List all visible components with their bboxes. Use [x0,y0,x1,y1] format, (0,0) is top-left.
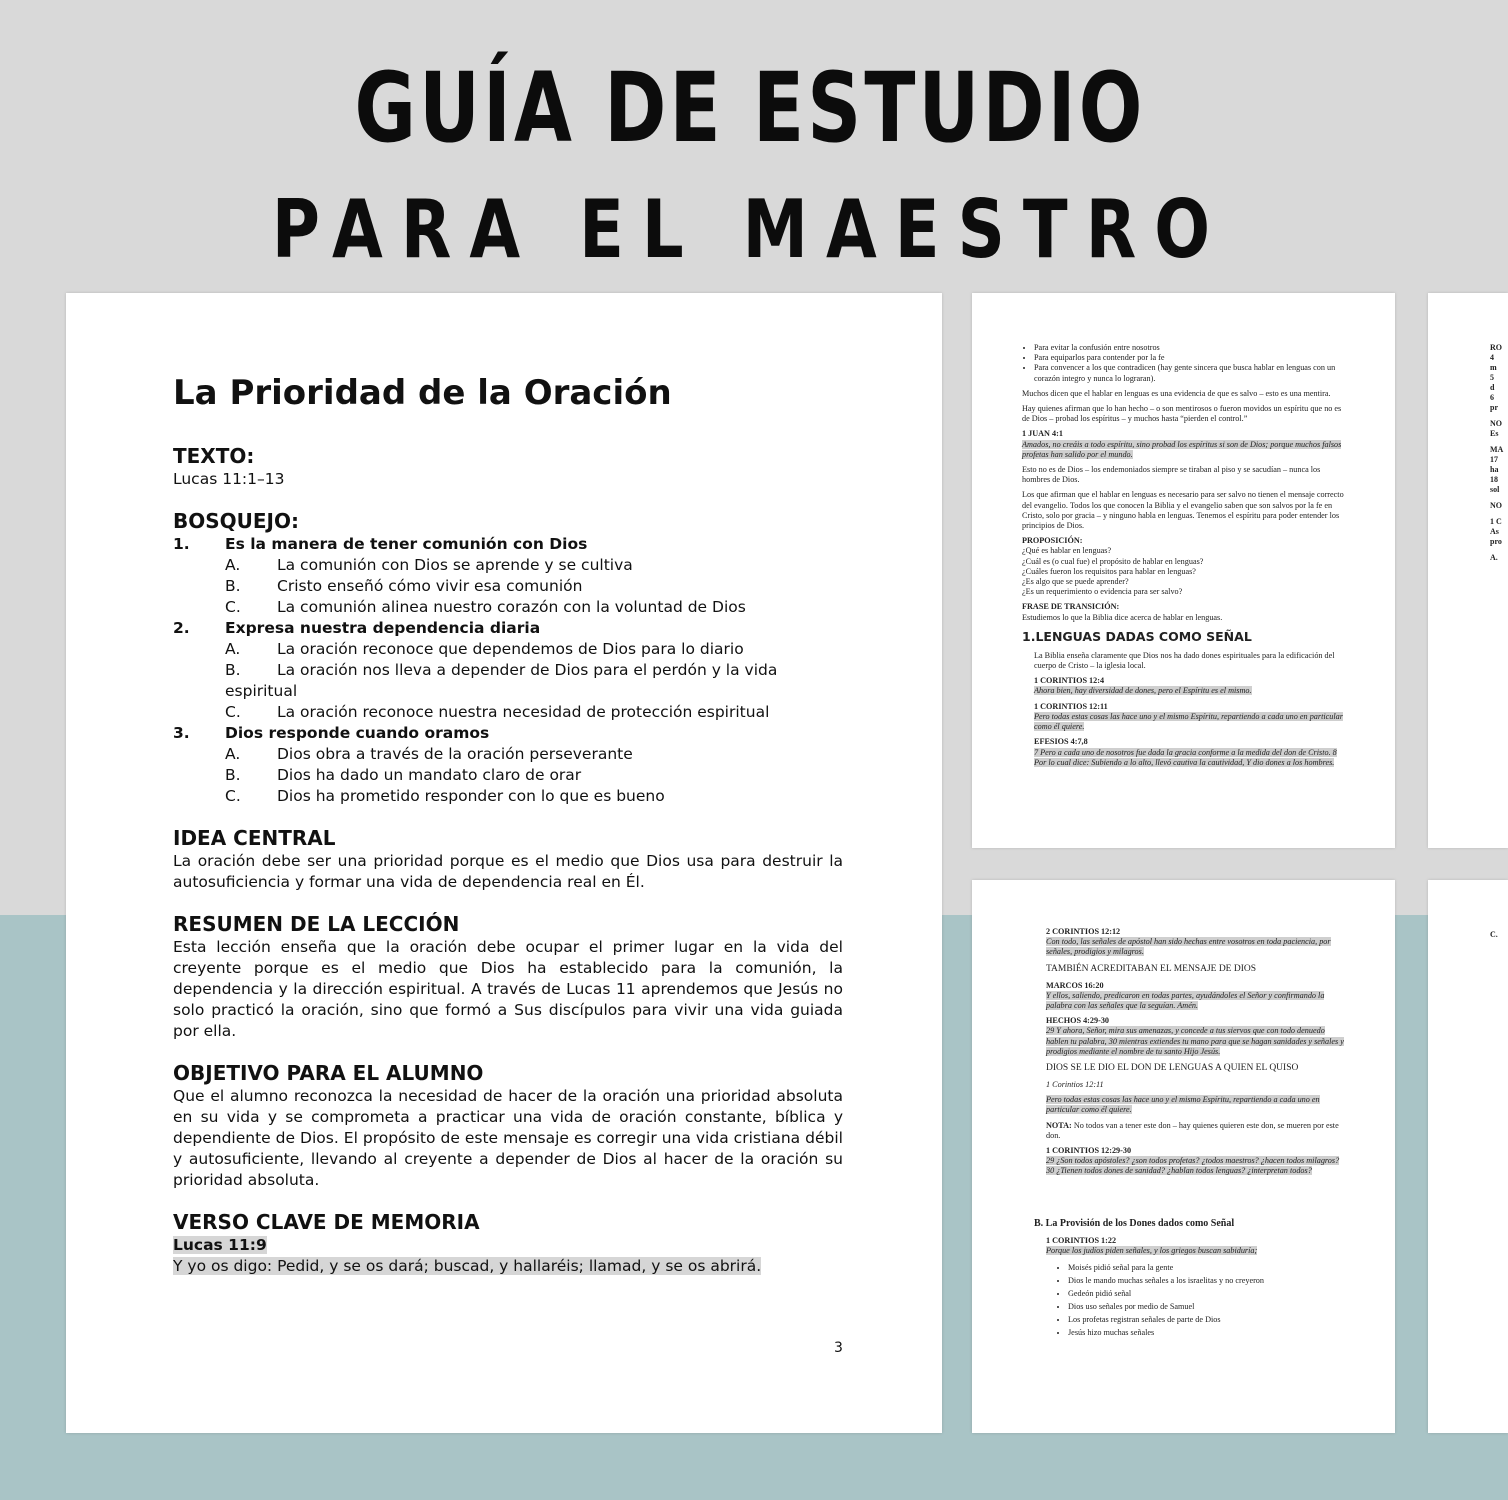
list-item: • Jesús hizo muchas señales [1068,1326,1346,1339]
scripture-ref: 1 JUAN 4:1 [1022,429,1063,439]
outline-list [173,534,843,807]
nota-label: NOTA: [1046,1120,1072,1130]
verso-reference: Lucas 11:9 [173,1236,267,1254]
scripture-ref: 2 CORINTIOS 12:12 [1046,927,1121,936]
scripture-ref: MARCOS 16:20 [1046,980,1104,990]
scripture-ref: HECHOS 4:29-30 [1046,1016,1110,1026]
scripture-text: 7 Pero a cada uno de nosotros fue dada la gracia conforme a la medida del don de Cristo. 8 Por lo cual dice: Subiendo a lo alto, llevó cautiva la cautividad, Y dio dones a los hombres. [1034,747,1337,767]
outline-subitem: C. Dios ha prometido responder con lo que es bueno [225,787,665,805]
outline-subitem: B. Dios ha dado un mandato claro de orar [225,766,582,784]
list-item: • Para evitar la confusión entre nosotros [1034,343,1346,353]
scripture-text: Y ellos, saliendo, predicaron en todas partes, ayudándoles el Señor y confirmando la palabra con las señales que la seguían. Amén. [1046,990,1325,1011]
transicion-heading: FRASE DE TRANSICIÓN: [1022,602,1120,612]
scripture-text: 29 Y ahora, Señor, mira sus amenazas, y concede a tus siervos que con todo denuedo hablen tu palabra, 30 mientras extiendes tu mano para que se hagan sanidades y señales y prodigios mediante el nombre de tu santo Hijo Jesús. [1046,1026,1344,1056]
scripture-text: Pero todas estas cosas las hace uno y el mismo Espíritu, repartiendo a cada uno en particular como él quiere. [1034,711,1343,732]
main-page-content [173,373,843,1277]
scripture-ref: 1 Corintios 12:11 [1046,1080,1104,1090]
cut-off-page-top [1428,293,1508,848]
main-document-page [66,293,942,1433]
outline-item: 2. Expresa nuestra dependencia diaria [173,619,541,637]
list-item: • Gedeón pidió señal [1068,1287,1346,1300]
preview-page-bottom-content [1046,927,1346,1182]
list-item: ¿Es un requerimiento o evidencia para ser salvo? [1022,587,1183,597]
cut-off-text: C. [1490,930,1498,939]
list-item: ¿Cuáles fueron los requisitos para hablar en lenguas? [1022,566,1196,576]
scripture-ref: 1 CORINTIOS 12:11 [1034,701,1108,711]
preview-page-top [972,293,1395,848]
list-item: • Para convencer a los que contradicen (hay gente sincera que busca hablar en lenguas con un corazón integro y nunca lo lograran). [1034,363,1346,383]
bullet-list [1046,1261,1346,1339]
cut-off-page-bottom [1428,880,1508,1433]
list-item: • Moisés pidió señal para la gente [1068,1261,1346,1274]
scripture-ref: 1 CORINTIOS 12:4 [1034,676,1105,686]
outline-subitem: A. La comunión con Dios se aprende y se cultiva [225,556,633,574]
list-item: • Dios le mando muchas señales a los israelitas y no creyeron [1068,1274,1346,1287]
page-number: 3 [834,1340,843,1356]
nota-text: No todos van a tener este don – hay quienes quieren este don, se mueren por este don. [1046,1120,1339,1140]
paragraph: Muchos dicen que el hablar en lenguas es una evidencia de que es salvo – esto es una mentira. [1022,388,1331,398]
lesson-title: La Prioridad de la Oración [173,373,672,413]
outline-subitem: A. La oración reconoce que dependemos de Dios para lo diario [225,640,744,658]
resumen-heading: RESUMEN DE LA LECCIÓN [173,912,460,936]
bullet-list [1022,343,1346,384]
outline-subitem: C. La oración reconoce nuestra necesidad de protección espiritual [225,703,770,721]
caption: TAMBIÉN ACREDITABAN EL MENSAJE DE DIOS [1046,963,1257,974]
scripture-text: Porque los judíos piden señales, y los griegos buscan sabiduría; [1046,1246,1258,1256]
scripture-text: 29 ¿Son todos apóstoles? ¿son todos profetas? ¿todos maestros? ¿hacen todos milagros? 30 ¿Tienen todos dones de sanidad? ¿hablan todos lenguas? ¿interpretan todos? [1046,1156,1340,1176]
proposicion-heading: PROPOSICIÓN: [1022,536,1083,546]
paragraph: Estudiemos lo que la Biblia dice acerca de hablar en lenguas. [1022,612,1223,622]
resumen-text: Esta lección enseña que la oración debe ocupar el primer lugar en la vida del creyente porque es el medio que Dios ha establecido para la comunión, la dependencia y la dirección espiritual. A través de Lucas 11 aprendemos que Jesús no solo practicó la oración, sino que formó a Sus discípulos para vivir una vida guiada por ella. [173,938,843,1040]
outline-subitem: B. Cristo enseñó cómo vivir esa comunión [225,577,583,595]
verso-heading: VERSO CLAVE DE MEMORIA [173,1210,480,1234]
cut-off-text: RO 4 m 5 d 6 pr NO Es MA 17 ha 18 sol NO 1 C As pro A. [1490,343,1504,562]
scripture-ref: EFESIOS 4:7,8 [1034,737,1088,747]
idea-central-heading: IDEA CENTRAL [173,826,336,850]
list-item: • Dios uso señales por medio de Samuel [1068,1300,1346,1313]
paragraph: La Biblia enseña claramente que Dios nos ha dado dones espirituales para la edificación del cuerpo de Cristo – la iglesia local. [1034,650,1335,671]
section-content [1022,651,1346,768]
scripture-ref: 1 CORINTIOS 1:22 [1046,1236,1117,1245]
subsection-title: B. La Provisión de los Dones dados como Señal [1034,1218,1235,1229]
section-title: 1.LENGUAS DADAS COMO SEÑAL [1022,628,1252,644]
verso-text: Y yo os digo: Pedid, y se os dará; buscad, y hallaréis; llamad, y se os abrirá. [173,1257,762,1275]
caption: DIOS SE LE DIO EL DON DE LENGUAS A QUIEN EL QUISO [1046,1063,1299,1074]
objetivo-text: Que el alumno reconozca la necesidad de hacer de la oración una prioridad absoluta en su vida y se comprometa a practicar una vida de oración constante, bíblica y dependiente de Dios. El propósito de este mensaje es corregir una vida cristiana débil y autosuficiente, llevando al creyente a depender de Dios al hacer de la oración su prioridad absoluta. [173,1087,843,1189]
outline-item: 3. Dios responde cuando oramos [173,724,490,742]
preview-page-bottom [972,880,1395,1433]
outline-subitem: B. La oración nos lleva a depender de Dios para el perdón y la vida espiritual [225,661,778,700]
bosquejo-heading: BOSQUEJO: [173,509,299,533]
list-item: • Los profetas registran señales de parte de Dios [1068,1313,1346,1326]
scripture-text: Amados, no creáis a todo espíritu, sino probad los espíritus si son de Dios; porque muchos falsos profetas han salido por el mundo. [1022,439,1342,459]
objetivo-heading: OBJETIVO PARA EL ALUMNO [173,1061,484,1085]
texto-value: Lucas 11:1–13 [173,470,285,488]
header-line-2: PARA EL MAESTRO [271,183,1229,276]
list-item: ¿Qué es hablar en lenguas? [1022,546,1112,556]
list-item: ¿Es algo que se puede aprender? [1022,577,1129,587]
scripture-text: Pero todas estas cosas las hace uno y el mismo Espíritu, repartiendo a cada uno en particular como él quiere. [1046,1095,1320,1115]
outline-subitem: C. La comunión alinea nuestro corazón con la voluntad de Dios [225,598,746,616]
preview-page-top-content [1022,343,1346,773]
preview-page-bottom-section [1034,1213,1346,1344]
scripture-ref: 1 CORINTIOS 12:29-30 [1046,1146,1132,1156]
list-item: ¿Cuál es (o cual fue) el propósito de hablar en lenguas? [1022,556,1204,566]
paragraph: Los que afirman que el hablar en lenguas es necesario para ser salvo no tienen el mensaje correcto del evangelio. Todos los que conocen la Biblia y el evangelio saben que son salvos por la fe en Cristo, solo por gracia – y ninguno habla en lenguas. Tenemos el espíritu para poder entender los principios de Dios. [1022,490,1344,531]
outline-item: 1. Es la manera de tener comunión con Dios [173,535,588,553]
nota-paragraph [1046,1121,1346,1141]
scripture-text: Con todo, las señales de apóstol han sido hechas entre vosotros en toda paciencia, por señales, prodigios y milagros. [1046,937,1331,957]
outline-subitem: A. Dios obra a través de la oración perseverante [225,745,633,763]
header-line-1: GUÍA DE ESTUDIO [354,52,1146,164]
texto-heading: TEXTO: [173,444,255,468]
list-item: • Para equiparlos para contender por la fe [1034,353,1346,363]
idea-central-text: La oración debe ser una prioridad porque es el medio que Dios usa para destruir la autosuficiencia y formar una vida de dependencia real en Él. [173,852,843,891]
paragraph: Esto no es de Dios – los endemoniados siempre se tiraban al piso y se sacudían – nunca los hombres de Dios. [1022,465,1321,485]
scripture-text: Ahora bien, hay diversidad de dones, pero el Espíritu es el mismo. [1034,686,1252,696]
paragraph: Hay quienes afirman que lo han hecho – o son mentirosos o fueron movidos un espíritu que no es de Dios – probad los espíritus – y muchos hasta “pierden el control.” [1022,404,1342,424]
